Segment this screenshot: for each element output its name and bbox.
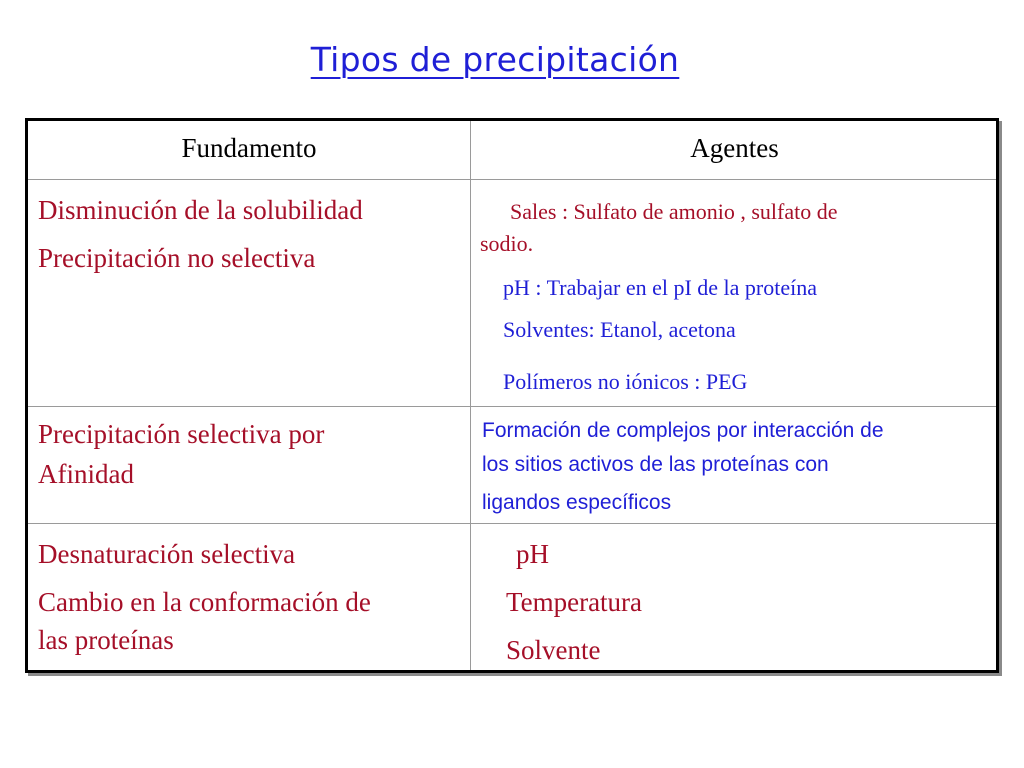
row1-agente-sales: Sales : Sulfato de amonio , sulfato de [510, 199, 838, 224]
slide-title: Tipos de precipitación [310, 40, 680, 79]
row1-agente-sales-cont: sodio. [480, 231, 534, 256]
header-fundamento: Fundamento [181, 133, 317, 163]
row1-fundamento-line2: Precipitación no selectiva [38, 243, 316, 273]
row1-agente-polimeros: Polímeros no iónicos : PEG [503, 369, 748, 394]
row2-agente-line1: Formación de complejos por interacción de [482, 419, 884, 442]
column-divider [470, 121, 471, 670]
header-agentes: Agentes [690, 133, 779, 163]
row2-fundamento-line1: Precipitación selectiva por [38, 419, 325, 449]
row3-fundamento-line3: las proteínas [38, 625, 174, 655]
row1-agente-ph: pH : Trabajar en el pI de la proteína [503, 275, 818, 300]
row1-fundamento-line1: Disminución de la solubilidad [38, 195, 363, 225]
row2-agente-line3: ligandos específicos [482, 491, 672, 514]
row-divider-1 [28, 406, 996, 407]
row3-fundamento-line1: Desnaturación selectiva [38, 539, 296, 569]
row-divider-2 [28, 523, 996, 524]
row2-agente-line2: los sitios activos de las proteínas con [482, 453, 829, 476]
row3-agente-ph: pH [516, 539, 549, 569]
row3-agente-temperatura: Temperatura [506, 587, 643, 617]
row3-fundamento-line2: Cambio en la conformación de [38, 587, 371, 617]
row1-agente-solventes: Solventes: Etanol, acetona [503, 317, 736, 342]
precipitation-table [25, 118, 999, 673]
row3-agente-solvente: Solvente [506, 635, 601, 665]
row-divider-header [28, 179, 996, 180]
row2-fundamento-line2: Afinidad [38, 459, 134, 489]
